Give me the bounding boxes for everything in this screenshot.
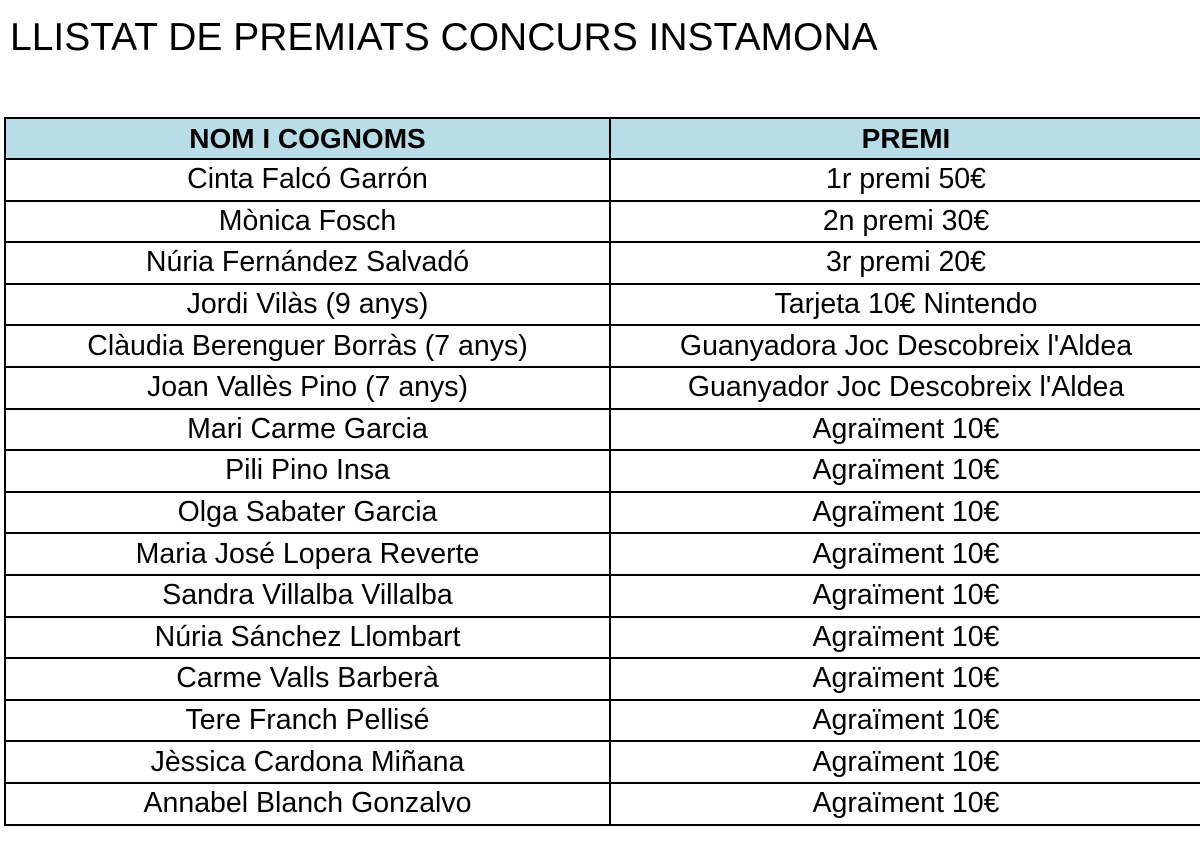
winner-name: Núria Fernández Salvadó (5, 242, 610, 284)
winner-name: Jordi Vilàs (9 anys) (5, 284, 610, 326)
table-row (5, 658, 1200, 700)
winner-prize: Guanyador Joc Descobreix l'Aldea (610, 367, 1200, 409)
table-row (5, 741, 1200, 783)
winner-name: Tere Franch Pellisé (5, 700, 610, 742)
winner-name: Clàudia Berenguer Borràs (7 anys) (5, 325, 610, 367)
table-row (5, 409, 1200, 451)
winner-name: Mari Carme Garcia (5, 409, 610, 451)
table-header-row (5, 118, 1200, 159)
winner-name: Mònica Fosch (5, 201, 610, 243)
winner-name: Sandra Villalba Villalba (5, 575, 610, 617)
winner-prize: Agraïment 10€ (610, 700, 1200, 742)
table-row (5, 201, 1200, 243)
winner-prize: Agraïment 10€ (610, 617, 1200, 659)
winners-table (4, 117, 1200, 826)
table-row (5, 242, 1200, 284)
table-row (5, 783, 1200, 825)
table-row (5, 492, 1200, 534)
winner-prize: Agraïment 10€ (610, 658, 1200, 700)
table-row (5, 450, 1200, 492)
page-title: LLISTAT DE PREMIATS CONCURS INSTAMONA (10, 16, 878, 59)
winner-name: Annabel Blanch Gonzalvo (5, 783, 610, 825)
winner-name: Maria José Lopera Reverte (5, 533, 610, 575)
winner-prize: Tarjeta 10€ Nintendo (610, 284, 1200, 326)
winner-prize: 3r premi 20€ (610, 242, 1200, 284)
winner-name: Pili Pino Insa (5, 450, 610, 492)
winner-prize: Agraïment 10€ (610, 450, 1200, 492)
winner-name: Cinta Falcó Garrón (5, 159, 610, 201)
winner-prize: Agraïment 10€ (610, 575, 1200, 617)
winner-prize: 2n premi 30€ (610, 201, 1200, 243)
table-row (5, 367, 1200, 409)
column-header-prize: PREMI (610, 118, 1200, 159)
table-row (5, 284, 1200, 326)
table-row (5, 325, 1200, 367)
column-header-name: NOM I COGNOMS (5, 118, 610, 159)
winner-prize: 1r premi 50€ (610, 159, 1200, 201)
winner-prize: Agraïment 10€ (610, 533, 1200, 575)
winner-name: Olga Sabater Garcia (5, 492, 610, 534)
winner-name: Joan Vallès Pino (7 anys) (5, 367, 610, 409)
table-row (5, 700, 1200, 742)
table-row (5, 575, 1200, 617)
winner-prize: Agraïment 10€ (610, 783, 1200, 825)
table-row (5, 159, 1200, 201)
winner-name: Carme Valls Barberà (5, 658, 610, 700)
table-row (5, 617, 1200, 659)
winner-prize: Agraïment 10€ (610, 492, 1200, 534)
winner-prize: Agraïment 10€ (610, 741, 1200, 783)
winner-prize: Guanyadora Joc Descobreix l'Aldea (610, 325, 1200, 367)
winner-name: Jèssica Cardona Miñana (5, 741, 610, 783)
table-row (5, 533, 1200, 575)
winner-prize: Agraïment 10€ (610, 409, 1200, 451)
winner-name: Núria Sánchez Llombart (5, 617, 610, 659)
